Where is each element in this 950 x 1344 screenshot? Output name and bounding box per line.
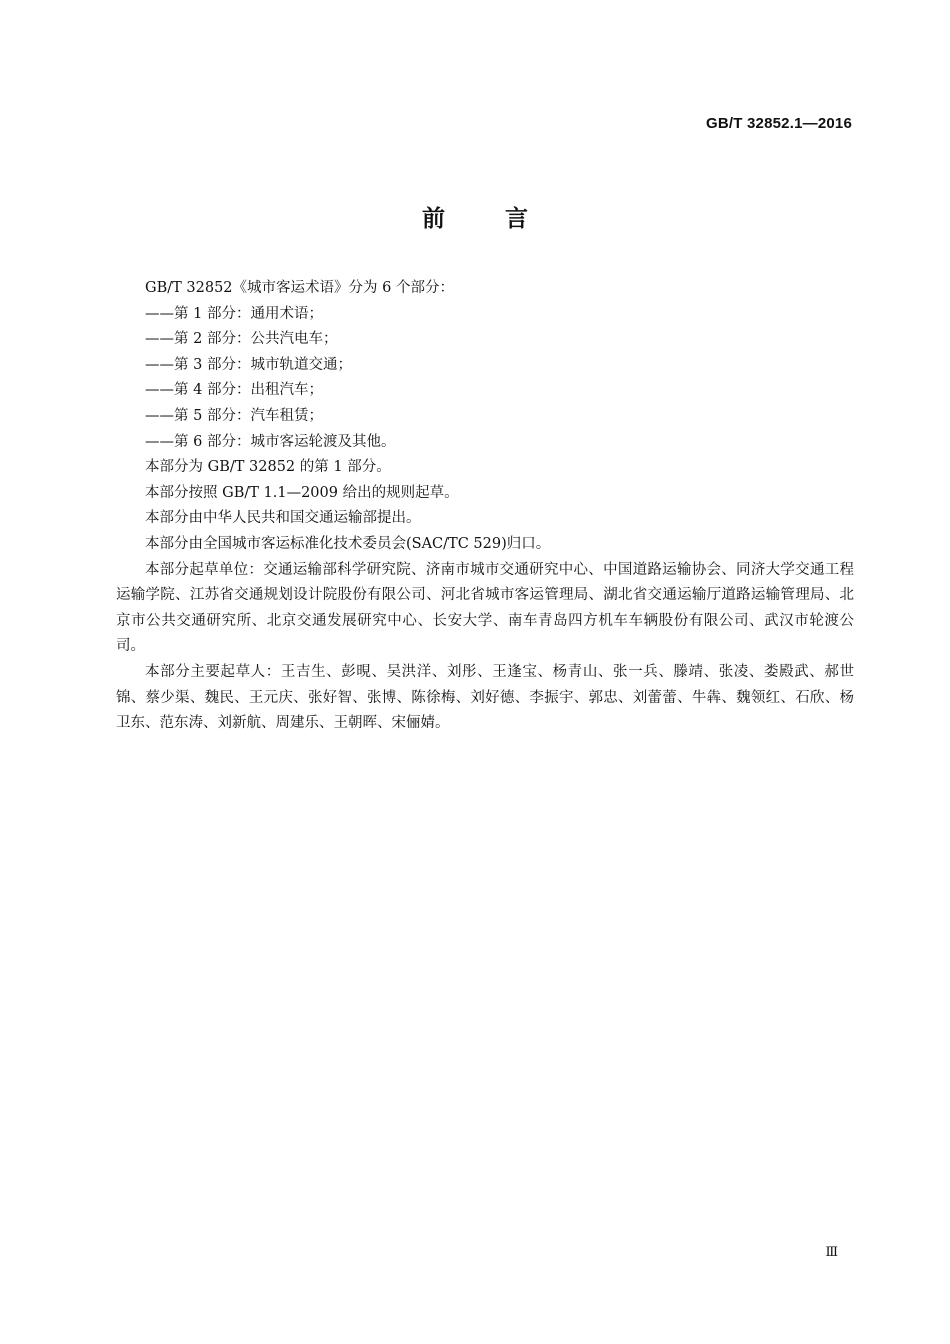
document-body [116,276,854,737]
paragraph-drafting-rules: 本部分按照 GB/T 1.1—2009 给出的规则起草。 [145,484,459,501]
page-title: 前言 [422,206,588,232]
standard-code: GB/T 32852.1—2016 [706,115,852,132]
paragraph-proposer: 本部分由中华人民共和国交通运输部提出。 [145,510,421,527]
part-list-item: ——第 4 部分：出租汽车； [145,382,323,399]
page-number: Ⅲ [825,1245,838,1260]
paragraph-drafters: 本部分主要起草人：王吉生、彭晛、吴洪洋、刘彤、王逢宝、杨青山、张一兵、滕靖、张凌、娄殿武、郝世锦、蔡少渠、魏民、王元庆、张好智、张博、陈徐梅、刘好德、李振宇、郭忠、刘蕾蕾、牛犇、魏领红、石欣、杨卫东、范东涛、刘新航、周建乐、王朝晖、宋俪婧。 [116,663,854,732]
paragraph-part-statement: 本部分为 GB/T 32852 的第 1 部分。 [145,459,391,476]
paragraph-drafting-units: 本部分起草单位：交通运输部科学研究院、济南市城市交通研究中心、中国道路运输协会、同济大学交通工程运输学院、江苏省交通规划设计院股份有限公司、河北省城市客运管理局、湖北省交通运输厅道路运输管理局、北京市公共交通研究所、北京交通发展研究中心、长安大学、南车青岛四方机车车辆股份有限公司、武汉市轮渡公司。 [116,561,854,655]
part-list-item: ——第 6 部分：城市客运轮渡及其他。 [145,433,396,450]
part-list-item: ——第 1 部分：通用术语； [145,305,323,322]
intro-paragraph: GB/T 32852《城市客运术语》分为 6 个部分： [145,280,454,296]
part-list-item: ——第 3 部分：城市轨道交通； [145,356,352,373]
paragraph-administrator: 本部分由全国城市客运标准化技术委员会(SAC/TC 529)归口。 [145,535,551,552]
part-list-item: ——第 5 部分：汽车租赁； [145,407,323,424]
part-list-item: ——第 2 部分：公共汽电车； [145,331,338,348]
